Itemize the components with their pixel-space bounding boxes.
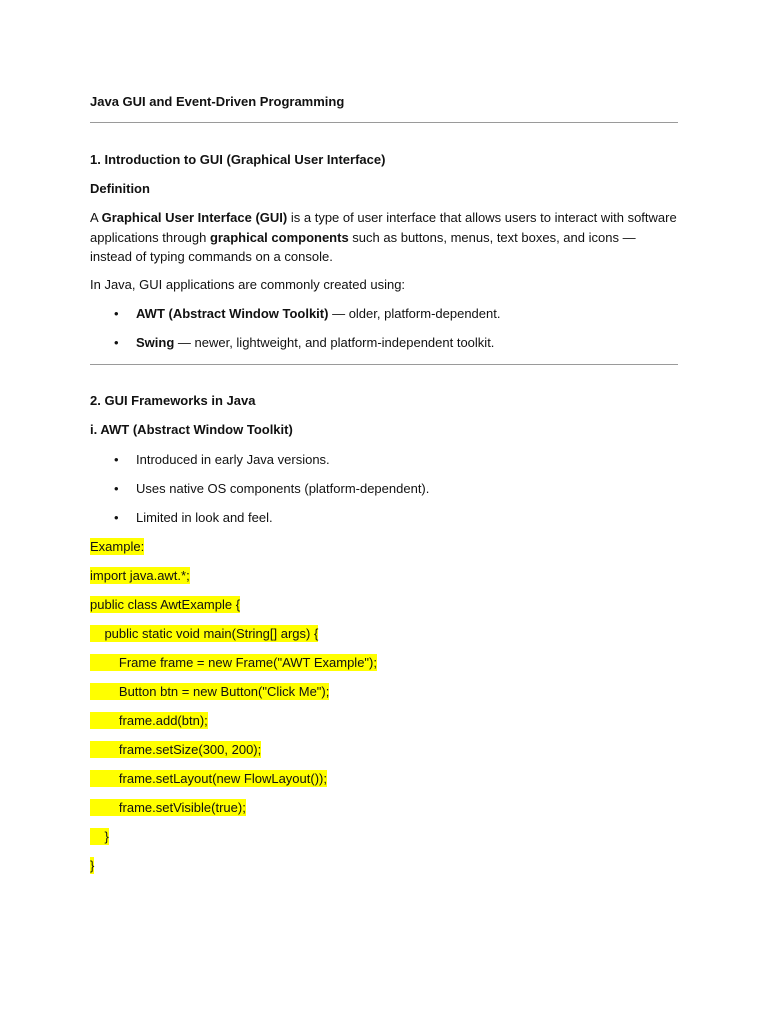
code-line: [90, 654, 377, 672]
code-line: [90, 741, 261, 759]
paragraph-bold-term: graphical components: [209, 229, 349, 245]
code-line-text: frame.setVisible(true);: [90, 800, 246, 815]
bullet-icon: •: [114, 510, 119, 525]
list-item-text: Introduced in early Java versions.: [136, 452, 330, 467]
code-line: [90, 770, 327, 788]
divider: [90, 364, 678, 365]
paragraph-text: A: [90, 210, 102, 225]
bullet-icon: •: [114, 306, 119, 321]
document-title: Java GUI and Event-Driven Programming: [90, 94, 345, 109]
code-line-text: Example:: [90, 539, 145, 554]
paragraph-bold-term: Graphical User Interface (GUI): [101, 210, 288, 225]
code-line-text: frame.setLayout(new FlowLayout());: [90, 771, 327, 786]
code-line: [90, 712, 208, 730]
list-item-text: Limited in look and feel.: [136, 510, 273, 525]
code-line: [90, 799, 246, 817]
code-line: [90, 625, 318, 643]
list-item-bold: AWT (Abstract Window Toolkit): [136, 306, 329, 321]
code-line: [90, 538, 144, 556]
bullet-icon: •: [114, 481, 119, 496]
code-line: [90, 857, 94, 875]
code-line: [90, 567, 190, 585]
paragraph-text: is a type of user interface that allows users to interact with software applications through: [90, 210, 677, 245]
section-1-heading: 1. Introduction to GUI (Graphical User Interface): [90, 152, 386, 167]
bullet-icon: •: [114, 452, 119, 467]
section-2-heading: 2. GUI Frameworks in Java: [90, 393, 256, 408]
code-line: [90, 596, 240, 614]
list-item-text: Uses native OS components (platform-dependent).: [136, 481, 430, 496]
definition-paragraph: [90, 208, 678, 267]
code-line-text: }: [90, 858, 95, 873]
awt-subheading: i. AWT (Abstract Window Toolkit): [90, 422, 293, 437]
code-line-text: }: [90, 829, 109, 844]
bullet-icon: •: [114, 335, 119, 350]
code-line-text: Frame frame = new Frame("AWT Example");: [90, 655, 377, 670]
code-line-text: frame.setSize(300, 200);: [90, 742, 262, 757]
definition-subheading: Definition: [90, 181, 150, 196]
intro-paragraph: In Java, GUI applications are commonly created using:: [90, 277, 406, 292]
code-line-text: import java.awt.*;: [90, 568, 190, 583]
code-line-text: public static void main(String[] args) {: [90, 626, 319, 641]
code-line-text: frame.add(btn);: [90, 713, 208, 728]
code-line-text: Button btn = new Button("Click Me");: [90, 684, 330, 699]
list-item-text: — newer, lightweight, and platform-independent toolkit.: [174, 335, 495, 350]
list-item-bold: Swing: [136, 335, 175, 350]
code-line-text: public class AwtExample {: [90, 597, 241, 612]
paragraph-text: such as buttons, menus, text boxes, and icons — instead of typing commands on a console.: [90, 229, 636, 264]
code-line: [90, 828, 109, 846]
divider: [90, 122, 678, 123]
list-item-text: — older, platform-dependent.: [328, 306, 501, 321]
code-line: [90, 683, 329, 701]
